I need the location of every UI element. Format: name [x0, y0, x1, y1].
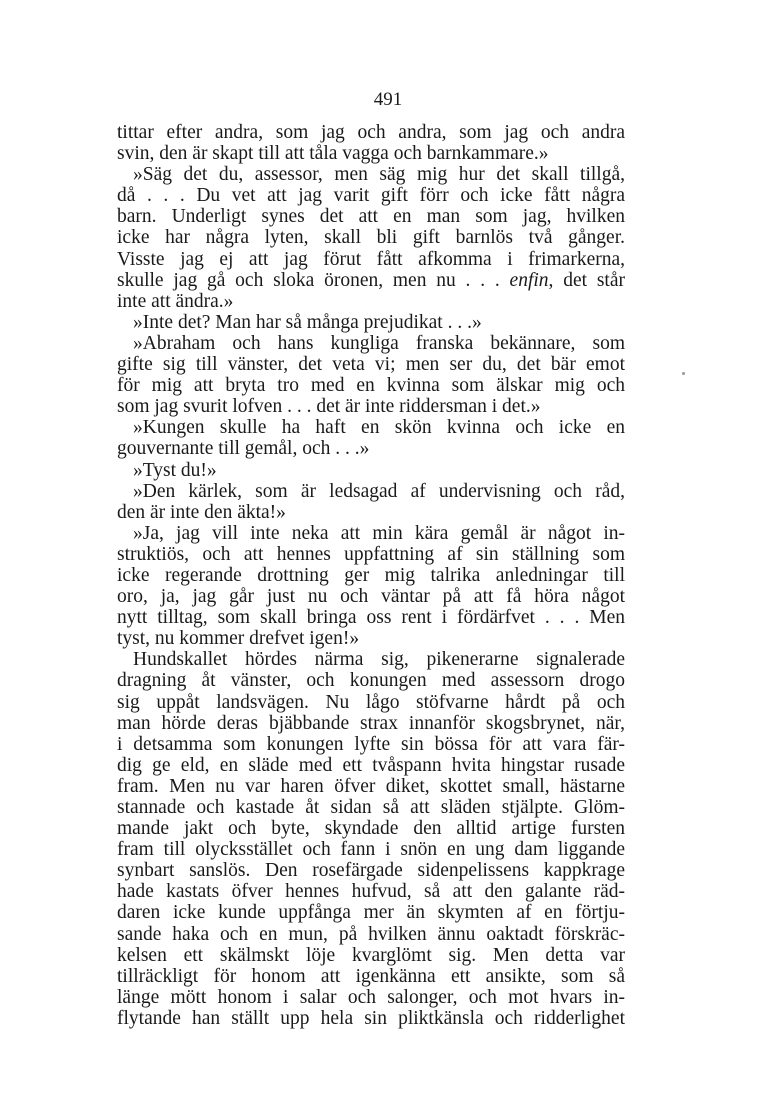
text-line: man hörde deras bjäbbande strax innanför skogsbrynet, när,	[117, 712, 625, 734]
text-line: i detsamma som konungen lyfte sin bössa för att vara fär-	[117, 733, 625, 755]
text-line: »Tyst du!»	[133, 459, 217, 481]
italic-word: enfin	[509, 269, 549, 291]
text-line: barn. Underligt synes det att en man som jag, hvilken	[117, 206, 625, 228]
text-line: dragning åt vänster, och konungen med assessorn drogo	[117, 670, 625, 692]
text-line: fram till olycksstället och fann i snön en ung dam liggande	[117, 839, 625, 861]
text-line: inte att ändra.»	[117, 290, 234, 312]
text-line: hade kastats öfver hennes hufvud, så att den galante räd-	[117, 881, 625, 903]
text-line: tittar efter andra, som jag och andra, som jag och andra	[117, 122, 625, 143]
text-line: sig uppåt landsvägen. Nu lågo stöfvarne hårdt på och	[117, 691, 625, 713]
text-line: som jag svurit lofven . . . det är inte riddersman i det.»	[117, 396, 541, 418]
text-line: länge mött honom i salar och salonger, och mot hvars in-	[117, 986, 625, 1008]
text-line: daren icke kunde uppfånga mer än skymten af en förtju-	[117, 902, 625, 924]
text-line: kelsen ett skälmskt löje kvarglömt sig. Men detta var	[117, 944, 625, 966]
text-line: dig ge eld, en släde med ett tvåspann hvita hingstar rusade	[117, 754, 625, 776]
text-line: »Ja, jag vill inte neka att min kära gemål är något in-	[133, 522, 625, 544]
text-line: mande jakt och byte, skyndade den alltid artige fursten	[117, 818, 625, 840]
text-line: Visste jag ej att jag förut fått afkomma i frimarkerna,	[117, 248, 625, 270]
text-line: icke regerande drottning ger mig talrika anledningar till	[117, 564, 625, 586]
text-line: fram. Men nu var haren öfver diket, skottet small, hästarne	[117, 775, 625, 797]
text-line: Hundskallet hördes närma sig, pikenerarne signalerade	[133, 649, 625, 671]
text-line: skulle jag gå och sloka öronen, men nu . . . enfin, det står	[117, 269, 625, 291]
page-number: 491	[373, 89, 403, 110]
text-line: gifte sig till vänster, det veta vi; men ser du, det bär emot	[117, 354, 625, 376]
text-line: synbart sanslös. Den rosefärgade sidenpelissens kappkrage	[117, 860, 625, 882]
text-line: oro, ja, jag går just nu och väntar på att få höra något	[117, 586, 625, 608]
text-line: »Säg det du, assessor, men säg mig hur det skall tillgå,	[133, 164, 625, 186]
text-line: tyst, nu kommer drefvet igen!»	[117, 628, 360, 650]
text-line: tillräckligt för honom att igenkänna ett ansikte, som så	[117, 965, 625, 987]
text-line: icke har några lyten, skall bli gift barnlös två gånger.	[117, 227, 625, 249]
text-line: då . . . Du vet att jag varit gift förr och icke fått några	[117, 185, 625, 207]
body-text	[117, 122, 625, 1029]
text-line: stannade och kastade åt sidan så att släden stjälpte. Glöm-	[117, 797, 625, 818]
text-line: för mig att bryta tro med en kvinna som älskar mig och	[117, 375, 625, 397]
text-line: den är inte den äkta!»	[117, 501, 286, 523]
margin-speck	[682, 372, 685, 375]
text-line: gouvernante till gemål, och . . .»	[117, 438, 370, 460]
text-line: »Abraham och hans kungliga franska bekännare, som	[133, 332, 625, 354]
text-line: flytande han ställt upp hela sin pliktkänsla och ridderlighet	[117, 1007, 625, 1029]
text-line: sande haka och en mun, på hvilken ännu oaktadt förskräc-	[117, 923, 625, 945]
text-line: struktiös, och att hennes uppfattning af sin ställning som	[117, 543, 625, 565]
text-line: nytt tilltag, som skall bringa oss rent i fördärfvet . . . Men	[117, 607, 625, 629]
text-line: »Inte det? Man har så många prejudikat . . .»	[133, 311, 482, 333]
text-line: »Den kärlek, som är ledsagad af undervisning och råd,	[133, 480, 625, 502]
text-line: svin, den är skapt till att tåla vagga och barnkammare.»	[117, 143, 549, 165]
text-line: »Kungen skulle ha haft en skön kvinna och icke en	[133, 417, 625, 439]
